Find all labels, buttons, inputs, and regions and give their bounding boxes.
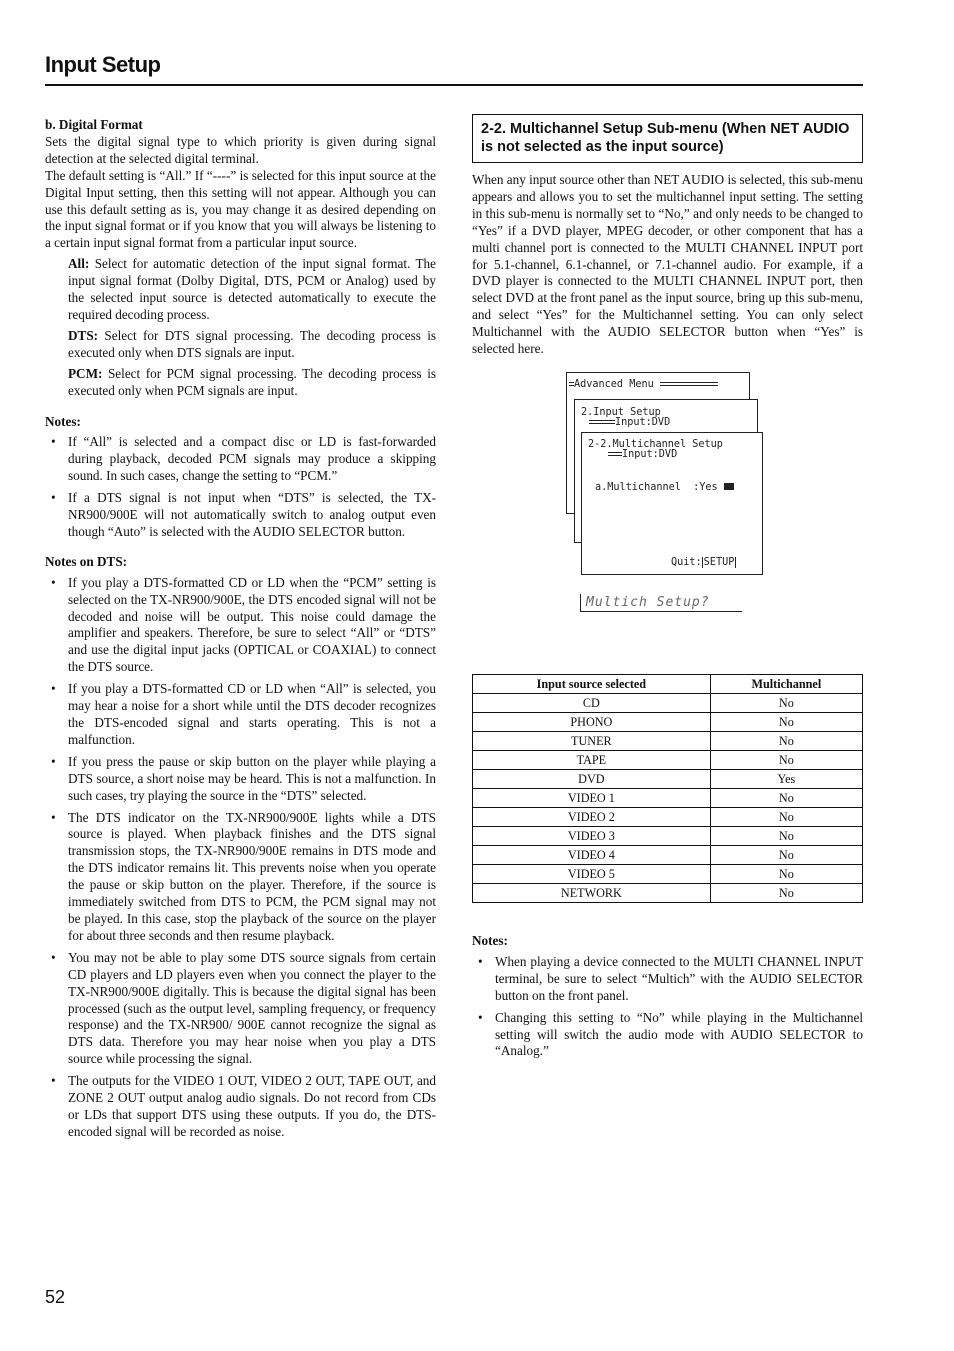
value-cell: No bbox=[710, 788, 862, 807]
list-item: • If you play a DTS-formatted CD or LD when the “PCM” setting is selected on the TX-NR900/900E, the DTS encoded signal will not be decoded and noise will be output. This noise could damage the amplifier and speakers. Therefore, be sure to select “All” or “DTS” and use the digital input jacks (OPTICAL or COAXIAL) to connect the DTS source. bbox=[51, 574, 436, 675]
table-row bbox=[473, 731, 863, 750]
dts-notes-list bbox=[45, 575, 436, 1141]
source-cell: VIDEO 3 bbox=[473, 826, 711, 845]
osd-window-multichannel bbox=[581, 432, 763, 575]
def-term: DTS: bbox=[68, 327, 99, 343]
page-number: 52 bbox=[45, 1287, 66, 1307]
digital-format-heading: b. Digital Format bbox=[45, 117, 143, 132]
source-cell: NETWORK bbox=[473, 883, 711, 902]
list-item: • If “All” is selected and a compact disc or LD is fast-forwarded during playback, decoded PCM signals may produce a skipping sound. In such cases, change the setting to “PCM.” bbox=[51, 434, 436, 484]
source-cell: VIDEO 5 bbox=[473, 864, 711, 883]
osd-menu-diagram bbox=[472, 372, 863, 642]
source-cell: CD bbox=[473, 693, 711, 712]
right-column bbox=[472, 114, 863, 1065]
fl-display-text: Multich Setup? bbox=[580, 594, 742, 612]
list-item: • The DTS indicator on the TX-NR900/900E lights while a DTS source is played. When playback finishes and the DTS signal transmission stops, the TX-NR900/900E remains in DTS mode and the DTS indicator remains lit. This prevents noise when you operate the pause or skip button on the player. Therefore, if the source is immediately switched from DTS to PCM, the PCM signal may not be played. In this case, stop the playback of the source on the player for about three seconds and then resume playback. bbox=[51, 809, 436, 943]
value-cell: No bbox=[710, 883, 862, 902]
table-row bbox=[473, 883, 863, 902]
list-item: • If you press the pause or skip button on the player while playing a DTS source, a short noise may be heard. This is not a malfunction. In such cases, try playing the source in the “DTS” selected. bbox=[51, 753, 436, 803]
osd-setup-key: SETUP bbox=[703, 556, 735, 568]
table-row bbox=[473, 864, 863, 883]
source-cell: TAPE bbox=[473, 750, 711, 769]
value-cell: No bbox=[710, 750, 862, 769]
table-row bbox=[473, 807, 863, 826]
column-header: Input source selected bbox=[473, 674, 711, 693]
def-pcm bbox=[68, 366, 436, 400]
source-cell: VIDEO 4 bbox=[473, 845, 711, 864]
table-row bbox=[473, 693, 863, 712]
value-cell: No bbox=[710, 845, 862, 864]
value-cell: No bbox=[710, 731, 862, 750]
def-term: All: bbox=[68, 256, 90, 272]
cursor-icon bbox=[724, 483, 734, 490]
value-cell: Yes bbox=[710, 769, 862, 788]
notes-heading: Notes: bbox=[472, 932, 508, 948]
column-header: Multichannel bbox=[710, 674, 862, 693]
digital-format-default: The default setting is “All.” If “----” is selected for this input source at the Digital Input setting, then this setting will not appear. Although you can use this default setting as is, you may change it as desired depending on the input signal format or if you know that you will always be listening to a certain input signal format from a particular input source. bbox=[45, 167, 436, 251]
list-item: • If you play a DTS-formatted CD or LD when “All” is selected, you may hear a noise for a short while until the DTS decoder recognizes the DTS-encoded signal and starts operating. This is not a malfunction. bbox=[51, 681, 436, 747]
osd-multichannel-item: a.Multichannel :Yes bbox=[595, 481, 718, 493]
def-dts bbox=[68, 328, 436, 362]
osd-input-dvd: Input:DVD bbox=[622, 448, 678, 460]
notes-list bbox=[472, 954, 863, 1060]
table-row bbox=[473, 769, 863, 788]
source-cell: DVD bbox=[473, 769, 711, 788]
value-cell: No bbox=[710, 864, 862, 883]
list-item: • The outputs for the VIDEO 1 OUT, VIDEO 2 OUT, TAPE OUT, and ZONE 2 OUT output analog audio signals. Do not record from CDs or LDs that support DTS using these outputs. If you do, the DTS-encoded signal will be recorded as noise. bbox=[51, 1073, 436, 1139]
notes-list bbox=[45, 434, 436, 540]
value-cell: No bbox=[710, 712, 862, 731]
def-text: Select for automatic detection of the input signal format. The input signal format (Dolby Digital, DTS, PCM or Analog) used by the selected input source is detected automatically to execute the required decoding process. bbox=[68, 256, 436, 322]
list-item: • Changing this setting to “No” while playing in the Multichannel setting will switch the audio mode with AUDIO SELECTOR to “Analog.” bbox=[478, 1009, 863, 1059]
table-row bbox=[473, 826, 863, 845]
def-text: Select for PCM signal processing. The decoding process is executed only when PCM signals are input. bbox=[68, 365, 436, 398]
table-header-row bbox=[473, 674, 863, 693]
digital-format-intro: Sets the digital signal type to which priority is given during signal detection at the selected digital terminal. bbox=[45, 133, 436, 166]
table-row bbox=[473, 712, 863, 731]
list-item: • If a DTS signal is not input when “DTS” is selected, the TX-NR900/900E will not automatically switch to analog output even though “Auto” is selected with the AUDIO SELECTOR button. bbox=[51, 490, 436, 539]
def-all bbox=[68, 256, 436, 324]
osd-quit-label: Quit: bbox=[671, 556, 702, 568]
dts-notes-heading: Notes on DTS: bbox=[45, 553, 128, 569]
left-column bbox=[45, 117, 436, 1146]
def-text: Select for DTS signal processing. The decoding process is executed only when DTS signals are input. bbox=[68, 327, 436, 360]
osd-input-dvd: Input:DVD bbox=[615, 416, 671, 428]
source-cell: TUNER bbox=[473, 731, 711, 750]
multichannel-intro: When any input source other than NET AUDIO is selected, this sub-menu appears and allows you to set the multichannel input setting. The setting in this sub-menu is normally set to “No,” and only needs to be changed to “Yes” if a DVD player, MPEG decoder, or other component that has a multi channel port is connected to the MULTI CHANNEL INPUT port for 5.1-channel, 6.1-channel, or 7.1-channel audio. For example, if a DVD player is connected to the MULTI CHANNEL INPUT port, then select DVD at the front panel as the input source, bring up this sub-menu, and select “Yes” for the Multichannel setting. You can only select Multichannel with the AUDIO SELECTOR button when “Yes” is selected here. bbox=[472, 172, 863, 357]
table-row bbox=[473, 788, 863, 807]
table-row bbox=[473, 750, 863, 769]
value-cell: No bbox=[710, 826, 862, 845]
value-cell: No bbox=[710, 693, 862, 712]
list-item: • When playing a device connected to the MULTI CHANNEL INPUT terminal, be sure to select “Multich” with the AUDIO SELECTOR button on the front panel. bbox=[478, 953, 863, 1003]
osd-advanced-menu: Advanced Menu bbox=[574, 378, 654, 390]
multichannel-section-heading: 2-2. Multichannel Setup Sub-menu (When NET AUDIO is not selected as the input source) bbox=[472, 114, 863, 163]
value-cell: No bbox=[710, 807, 862, 826]
source-cell: VIDEO 1 bbox=[473, 788, 711, 807]
notes-heading: Notes: bbox=[45, 413, 81, 429]
def-term: PCM: bbox=[68, 365, 103, 381]
source-cell: VIDEO 2 bbox=[473, 807, 711, 826]
page-title: Input Setup bbox=[45, 52, 863, 86]
multichannel-table bbox=[472, 674, 863, 903]
osd-multichannel-setup: 2-2.Multichannel Setup bbox=[588, 438, 723, 450]
table-row bbox=[473, 845, 863, 864]
source-cell: PHONO bbox=[473, 712, 711, 731]
list-item: • You may not be able to play some DTS source signals from certain CD players and LD players even when you connect the player to the TX-NR900/900E digitally. This is because the digital signal has been processed (such as the output level, sampling frequency, or frequency response) and the TX-NR900/ 900E cannot recognize the signal as DTS data. Therefore you may hear noise when you play a DTS source while processing the signal. bbox=[51, 949, 436, 1067]
osd-input-setup: 2.Input Setup bbox=[581, 406, 661, 418]
